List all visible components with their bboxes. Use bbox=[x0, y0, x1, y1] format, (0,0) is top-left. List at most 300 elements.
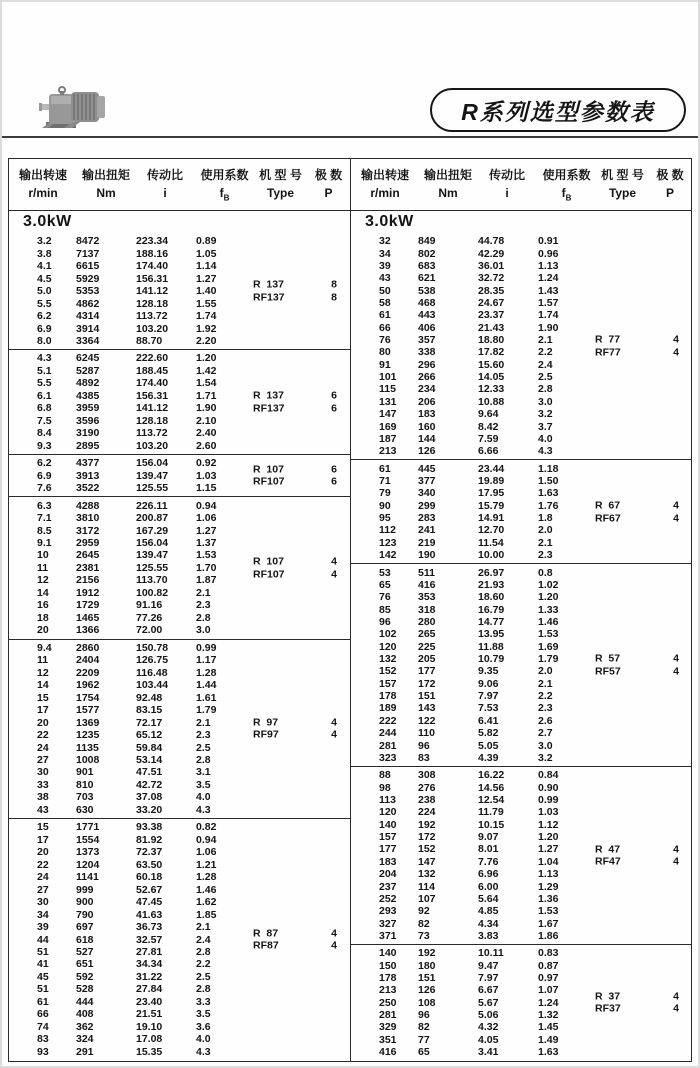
pole-value: 4 bbox=[331, 926, 337, 939]
service-factor-value: 3.0 bbox=[538, 739, 553, 752]
service-factor-value: 2.10 bbox=[196, 414, 217, 427]
output-torque-value: 340 bbox=[418, 487, 436, 500]
service-factor-value: 2.1 bbox=[538, 334, 553, 347]
table-row bbox=[351, 628, 691, 640]
output-speed-value: 112 bbox=[379, 524, 396, 537]
ratio-value: 4.34 bbox=[478, 917, 499, 930]
ratio-value: 12.70 bbox=[478, 524, 505, 537]
output-speed-value: 12 bbox=[37, 666, 49, 679]
type-line: RF77 bbox=[595, 346, 621, 359]
table-row bbox=[351, 947, 691, 959]
service-factor-value: 2.2 bbox=[538, 690, 553, 703]
header-service-factor: 使用系数 bbox=[200, 168, 249, 183]
output-speed-value: 150 bbox=[379, 959, 397, 972]
table-row bbox=[351, 1046, 691, 1058]
output-torque-value: 73 bbox=[418, 929, 430, 942]
table-row bbox=[351, 475, 691, 487]
table-row bbox=[351, 297, 691, 309]
service-factor-value: 1.04 bbox=[538, 855, 559, 868]
parameter-block bbox=[351, 563, 691, 766]
unit-p: P bbox=[665, 186, 674, 201]
service-factor-value: 0.89 bbox=[196, 235, 217, 248]
table-row bbox=[9, 666, 350, 678]
output-torque-value: 511 bbox=[418, 566, 435, 579]
ratio-value: 10.79 bbox=[478, 653, 505, 666]
ratio-value: 36.01 bbox=[478, 259, 505, 272]
ratio-value: 188.45 bbox=[136, 364, 169, 377]
output-torque-value: 183 bbox=[418, 408, 436, 421]
output-speed-value: 102 bbox=[379, 628, 397, 641]
output-torque-value: 528 bbox=[76, 983, 94, 996]
output-torque-value: 4288 bbox=[76, 499, 100, 512]
output-speed-value: 11 bbox=[37, 561, 49, 574]
type-line: R 47 bbox=[595, 843, 621, 856]
pole-value: 4 bbox=[673, 511, 679, 524]
ratio-value: 27.81 bbox=[136, 946, 163, 959]
service-factor-value: 2.4 bbox=[196, 933, 211, 946]
output-speed-value: 61 bbox=[37, 995, 49, 1008]
table-row bbox=[351, 930, 691, 942]
service-factor-value: 2.7 bbox=[538, 727, 553, 740]
table-row bbox=[9, 859, 350, 871]
pole-value: 4 bbox=[331, 716, 337, 729]
model-type-label bbox=[253, 279, 285, 304]
output-speed-value: 80 bbox=[379, 346, 391, 359]
service-factor-value: 1.32 bbox=[538, 1009, 559, 1022]
service-factor-value: 1.45 bbox=[538, 1021, 559, 1034]
output-speed-value: 281 bbox=[379, 739, 397, 752]
type-line: RF107 bbox=[253, 475, 285, 488]
type-line: R 107 bbox=[253, 463, 284, 476]
service-factor-value: 1.53 bbox=[196, 549, 217, 562]
service-factor-value: 2.5 bbox=[196, 741, 211, 754]
output-torque-value: 224 bbox=[418, 806, 436, 819]
table-row bbox=[9, 1021, 350, 1033]
output-speed-value: 120 bbox=[379, 640, 397, 653]
service-factor-value: 1.20 bbox=[538, 591, 559, 604]
output-torque-value: 266 bbox=[418, 371, 436, 384]
output-torque-value: 92 bbox=[418, 905, 430, 918]
service-factor-value: 1.07 bbox=[538, 984, 559, 997]
parameter-block bbox=[9, 233, 350, 349]
table-row bbox=[9, 457, 350, 469]
ratio-value: 7.97 bbox=[478, 972, 499, 985]
ratio-value: 21.51 bbox=[136, 1008, 163, 1021]
output-torque-value: 5353 bbox=[76, 285, 100, 298]
ratio-value: 17.95 bbox=[478, 487, 505, 500]
ratio-value: 222.60 bbox=[136, 352, 169, 365]
service-factor-value: 2.3 bbox=[538, 702, 553, 715]
table-row bbox=[351, 445, 691, 457]
output-speed-value: 416 bbox=[379, 1046, 397, 1059]
ratio-value: 47.51 bbox=[136, 766, 163, 779]
output-speed-value: 351 bbox=[379, 1033, 397, 1046]
ratio-value: 60.18 bbox=[136, 871, 163, 884]
output-torque-value: 192 bbox=[418, 947, 436, 960]
output-torque-value: 592 bbox=[76, 970, 94, 983]
ratio-value: 128.18 bbox=[136, 297, 169, 310]
pole-value: 4 bbox=[331, 555, 337, 568]
output-torque-value: 82 bbox=[418, 917, 430, 930]
output-torque-value: 1465 bbox=[76, 611, 100, 624]
service-factor-value: 0.99 bbox=[538, 793, 559, 806]
output-speed-value: 237 bbox=[379, 880, 397, 893]
ratio-value: 21.93 bbox=[478, 578, 505, 591]
output-torque-value: 4862 bbox=[76, 297, 100, 310]
gearmotor-image bbox=[38, 82, 112, 134]
type-line: R 87 bbox=[253, 926, 279, 939]
table-row bbox=[9, 499, 350, 511]
output-speed-value: 6.8 bbox=[37, 402, 52, 415]
ratio-value: 156.04 bbox=[136, 457, 169, 470]
table-row bbox=[9, 587, 350, 599]
pole-value: 4 bbox=[673, 346, 679, 359]
output-torque-value: 132 bbox=[418, 868, 436, 881]
ratio-value: 141.12 bbox=[136, 285, 169, 298]
output-torque-value: 2860 bbox=[76, 641, 100, 654]
table-row bbox=[351, 500, 691, 512]
table-row bbox=[351, 984, 691, 996]
type-line: R 137 bbox=[253, 278, 284, 291]
output-speed-value: 293 bbox=[379, 905, 397, 918]
ratio-value: 33.20 bbox=[136, 803, 163, 816]
service-factor-value: 1.29 bbox=[538, 880, 559, 893]
output-speed-value: 3.8 bbox=[37, 247, 52, 260]
header-poles: 极 数 bbox=[314, 168, 343, 183]
ratio-value: 17.08 bbox=[136, 1033, 163, 1046]
ratio-value: 6.96 bbox=[478, 868, 499, 881]
table-row bbox=[9, 1008, 350, 1020]
service-factor-value: 1.37 bbox=[196, 537, 217, 550]
table-row bbox=[9, 285, 350, 297]
ratio-value: 103.20 bbox=[136, 439, 169, 452]
table-left-half bbox=[9, 159, 350, 1061]
service-factor-value: 1.40 bbox=[196, 285, 217, 298]
type-line: RF97 bbox=[253, 728, 279, 741]
pole-value: 4 bbox=[331, 939, 337, 952]
service-factor-value: 1.87 bbox=[196, 574, 217, 587]
table-row bbox=[351, 247, 691, 259]
output-speed-value: 169 bbox=[379, 420, 397, 433]
pole-value: 4 bbox=[331, 567, 337, 580]
ratio-value: 26.97 bbox=[478, 566, 505, 579]
service-factor-value: 2.1 bbox=[538, 677, 553, 690]
output-torque-value: 445 bbox=[418, 462, 436, 475]
service-factor-value: 1.03 bbox=[538, 806, 559, 819]
output-torque-value: 6615 bbox=[76, 260, 100, 273]
table-row bbox=[351, 959, 691, 971]
output-torque-value: 2156 bbox=[76, 574, 100, 587]
ratio-value: 156.31 bbox=[136, 389, 169, 402]
ratio-value: 47.45 bbox=[136, 896, 163, 909]
table-row bbox=[9, 779, 350, 791]
ratio-value: 93.38 bbox=[136, 821, 163, 834]
output-speed-value: 8.4 bbox=[37, 427, 52, 440]
table-right-half bbox=[350, 159, 691, 1061]
output-torque-value: 703 bbox=[76, 791, 94, 804]
pole-count-label bbox=[663, 990, 689, 1015]
output-speed-value: 61 bbox=[379, 309, 391, 322]
ratio-value: 32.72 bbox=[478, 272, 505, 285]
ratio-value: 5.05 bbox=[478, 739, 499, 752]
output-torque-value: 296 bbox=[418, 358, 436, 371]
output-speed-value: 123 bbox=[379, 536, 397, 549]
service-factor-value: 1.86 bbox=[538, 929, 559, 942]
output-speed-value: 96 bbox=[379, 615, 391, 628]
service-factor-value: 3.1 bbox=[196, 766, 211, 779]
output-torque-value: 241 bbox=[418, 524, 436, 537]
output-torque-value: 338 bbox=[418, 346, 436, 359]
table-row bbox=[351, 690, 691, 702]
table-row bbox=[351, 819, 691, 831]
type-line: R 67 bbox=[595, 499, 621, 512]
output-speed-value: 58 bbox=[379, 296, 391, 309]
ratio-value: 34.34 bbox=[136, 958, 163, 971]
service-factor-value: 2.3 bbox=[196, 729, 211, 742]
ratio-value: 14.77 bbox=[478, 615, 505, 628]
ratio-value: 81.92 bbox=[136, 833, 163, 846]
output-torque-value: 5929 bbox=[76, 272, 100, 285]
service-factor-value: 1.63 bbox=[538, 1046, 559, 1059]
service-factor-value: 2.40 bbox=[196, 427, 217, 440]
output-torque-value: 444 bbox=[76, 995, 94, 1008]
output-speed-value: 41 bbox=[37, 958, 49, 971]
output-speed-value: 213 bbox=[379, 445, 397, 458]
selection-parameter-table bbox=[8, 158, 692, 1062]
service-factor-value: 0.82 bbox=[196, 821, 217, 834]
output-torque-value: 527 bbox=[76, 946, 94, 959]
ratio-value: 174.40 bbox=[136, 377, 169, 390]
service-factor-value: 1.69 bbox=[538, 640, 559, 653]
table-row bbox=[9, 562, 350, 574]
table-row bbox=[9, 983, 350, 995]
ratio-value: 18.60 bbox=[478, 591, 505, 604]
type-line: RF67 bbox=[595, 511, 621, 524]
table-row bbox=[9, 482, 350, 494]
table-row bbox=[351, 843, 691, 855]
service-factor-value: 3.0 bbox=[538, 395, 553, 408]
output-speed-value: 27 bbox=[37, 883, 49, 896]
service-factor-value: 1.90 bbox=[538, 321, 559, 334]
service-factor-value: 1.14 bbox=[196, 260, 217, 273]
service-factor-value: 2.5 bbox=[538, 371, 553, 384]
ratio-value: 4.39 bbox=[478, 751, 499, 764]
output-speed-value: 157 bbox=[379, 831, 397, 844]
parameter-block bbox=[9, 349, 350, 454]
output-speed-value: 9.4 bbox=[37, 641, 52, 654]
table-row bbox=[351, 579, 691, 591]
ratio-value: 141.12 bbox=[136, 402, 169, 415]
service-factor-value: 3.2 bbox=[538, 408, 553, 421]
table-row bbox=[351, 616, 691, 628]
header-output-speed: 输出转速 bbox=[360, 168, 409, 183]
ratio-value: 10.00 bbox=[478, 549, 505, 562]
table-row bbox=[351, 549, 691, 561]
output-torque-value: 324 bbox=[76, 1033, 94, 1046]
ratio-value: 7.59 bbox=[478, 432, 499, 445]
output-torque-value: 225 bbox=[418, 640, 436, 653]
output-torque-value: 1369 bbox=[76, 716, 100, 729]
output-torque-value: 3172 bbox=[76, 524, 100, 537]
output-torque-value: 901 bbox=[76, 766, 94, 779]
service-factor-value: 2.3 bbox=[196, 599, 211, 612]
output-torque-value: 77 bbox=[418, 1033, 430, 1046]
header-output-torque: 输出扭矩 bbox=[423, 168, 472, 183]
type-line: R 137 bbox=[253, 389, 284, 402]
parameter-block bbox=[351, 459, 691, 563]
table-row bbox=[351, 893, 691, 905]
output-speed-value: 4.1 bbox=[37, 260, 52, 273]
table-row bbox=[351, 641, 691, 653]
table-row bbox=[9, 390, 350, 402]
output-speed-value: 71 bbox=[379, 475, 391, 487]
ratio-value: 13.95 bbox=[478, 628, 505, 641]
ratio-value: 200.87 bbox=[136, 512, 169, 525]
output-speed-value: 93 bbox=[37, 1045, 49, 1058]
type-line: RF87 bbox=[253, 939, 279, 952]
table-row bbox=[351, 806, 691, 818]
output-speed-value: 27 bbox=[37, 753, 49, 766]
output-torque-value: 900 bbox=[76, 896, 94, 909]
output-speed-value: 14 bbox=[37, 586, 49, 599]
table-row bbox=[351, 739, 691, 751]
pole-value: 4 bbox=[673, 652, 679, 665]
table-row bbox=[9, 908, 350, 920]
type-line: RF47 bbox=[595, 855, 621, 868]
output-speed-value: 85 bbox=[379, 603, 391, 616]
ratio-value: 28.35 bbox=[478, 284, 505, 297]
ratio-value: 223.34 bbox=[136, 235, 169, 248]
table-row bbox=[351, 420, 691, 432]
output-speed-value: 22 bbox=[37, 858, 49, 871]
table-row bbox=[351, 1021, 691, 1033]
service-factor-value: 0.91 bbox=[538, 235, 559, 248]
pole-count-label bbox=[321, 279, 347, 304]
service-factor-value: 2.8 bbox=[196, 983, 211, 996]
table-row bbox=[351, 284, 691, 296]
pole-value: 6 bbox=[331, 402, 337, 415]
output-speed-value: 44 bbox=[37, 933, 49, 946]
type-line: R 97 bbox=[253, 716, 279, 729]
ratio-value: 126.75 bbox=[136, 654, 169, 667]
ratio-value: 6.67 bbox=[478, 984, 499, 997]
ratio-value: 72.37 bbox=[136, 846, 163, 859]
output-speed-value: 5.1 bbox=[37, 364, 52, 377]
table-row bbox=[9, 549, 350, 561]
table-row bbox=[9, 247, 350, 259]
output-torque-value: 3596 bbox=[76, 414, 100, 427]
table-row bbox=[351, 260, 691, 272]
service-factor-value: 1.55 bbox=[196, 297, 217, 310]
table-row bbox=[351, 831, 691, 843]
ratio-value: 11.54 bbox=[478, 536, 504, 549]
service-factor-value: 1.70 bbox=[196, 561, 217, 574]
output-speed-value: 371 bbox=[379, 929, 397, 942]
output-speed-value: 252 bbox=[379, 892, 397, 905]
table-row bbox=[351, 487, 691, 499]
output-torque-value: 2645 bbox=[76, 549, 100, 562]
service-factor-value: 0.92 bbox=[196, 457, 217, 470]
output-torque-value: 2895 bbox=[76, 439, 100, 452]
output-speed-value: 20 bbox=[37, 624, 49, 637]
table-row bbox=[9, 322, 350, 334]
table-row bbox=[9, 642, 350, 654]
ratio-value: 125.55 bbox=[136, 561, 169, 574]
output-torque-value: 1554 bbox=[76, 833, 100, 846]
output-torque-value: 5287 bbox=[76, 364, 100, 377]
service-factor-value: 2.5 bbox=[196, 970, 211, 983]
service-factor-value: 1.24 bbox=[538, 996, 559, 1009]
output-torque-value: 219 bbox=[418, 536, 436, 549]
type-line: RF37 bbox=[595, 1002, 621, 1015]
ratio-value: 37.08 bbox=[136, 791, 163, 804]
output-speed-value: 183 bbox=[379, 855, 397, 868]
pole-value: 4 bbox=[673, 665, 679, 678]
ratio-value: 27.84 bbox=[136, 983, 163, 996]
unit-fb: $f_B$ bbox=[561, 186, 572, 203]
table-row bbox=[9, 821, 350, 833]
table-row bbox=[351, 566, 691, 578]
service-factor-value: 4.0 bbox=[196, 791, 211, 804]
service-factor-value: 2.1 bbox=[196, 716, 211, 729]
ratio-value: 91.16 bbox=[136, 599, 163, 612]
service-factor-value: 2.8 bbox=[196, 753, 211, 766]
service-factor-value: 1.63 bbox=[538, 487, 559, 500]
service-factor-value: 1.71 bbox=[196, 389, 217, 402]
service-factor-value: 2.2 bbox=[196, 958, 211, 971]
ratio-value: 19.10 bbox=[136, 1020, 163, 1033]
output-speed-value: 34 bbox=[379, 247, 391, 260]
unit-nm: Nm bbox=[438, 186, 458, 201]
ratio-value: 9.06 bbox=[478, 677, 499, 690]
service-factor-value: 0.94 bbox=[196, 833, 217, 846]
output-speed-value: 120 bbox=[379, 806, 397, 819]
output-torque-value: 538 bbox=[418, 284, 436, 297]
output-torque-value: 618 bbox=[76, 933, 94, 946]
service-factor-value: 2.6 bbox=[538, 714, 553, 727]
header-poles: 极 数 bbox=[656, 168, 684, 183]
table-row bbox=[9, 469, 350, 481]
output-speed-value: 10 bbox=[37, 549, 49, 562]
output-torque-value: 6245 bbox=[76, 352, 100, 365]
table-row bbox=[351, 997, 691, 1009]
table-row bbox=[9, 946, 350, 958]
service-factor-value: 1.20 bbox=[538, 831, 559, 844]
output-torque-value: 1135 bbox=[76, 741, 99, 754]
output-speed-value: 6.1 bbox=[37, 389, 52, 402]
service-factor-value: 1.57 bbox=[538, 296, 559, 309]
table-row bbox=[351, 653, 691, 665]
output-speed-value: 39 bbox=[379, 259, 391, 272]
output-speed-value: 132 bbox=[379, 653, 397, 666]
output-torque-value: 2209 bbox=[76, 666, 100, 679]
table-row bbox=[9, 754, 350, 766]
ratio-value: 42.29 bbox=[478, 247, 505, 260]
unit-nm: Nm bbox=[96, 186, 116, 201]
output-speed-value: 12 bbox=[37, 574, 49, 587]
pole-value: 4 bbox=[673, 855, 679, 868]
table-row bbox=[9, 716, 350, 728]
output-torque-value: 107 bbox=[418, 892, 436, 905]
pole-count-label bbox=[663, 499, 689, 524]
table-row bbox=[9, 846, 350, 858]
ratio-value: 9.07 bbox=[478, 831, 499, 844]
table-row bbox=[351, 794, 691, 806]
ratio-value: 4.85 bbox=[478, 905, 499, 918]
output-torque-value: 144 bbox=[418, 432, 436, 445]
ratio-value: 17.82 bbox=[478, 346, 505, 359]
output-speed-value: 30 bbox=[37, 896, 49, 909]
